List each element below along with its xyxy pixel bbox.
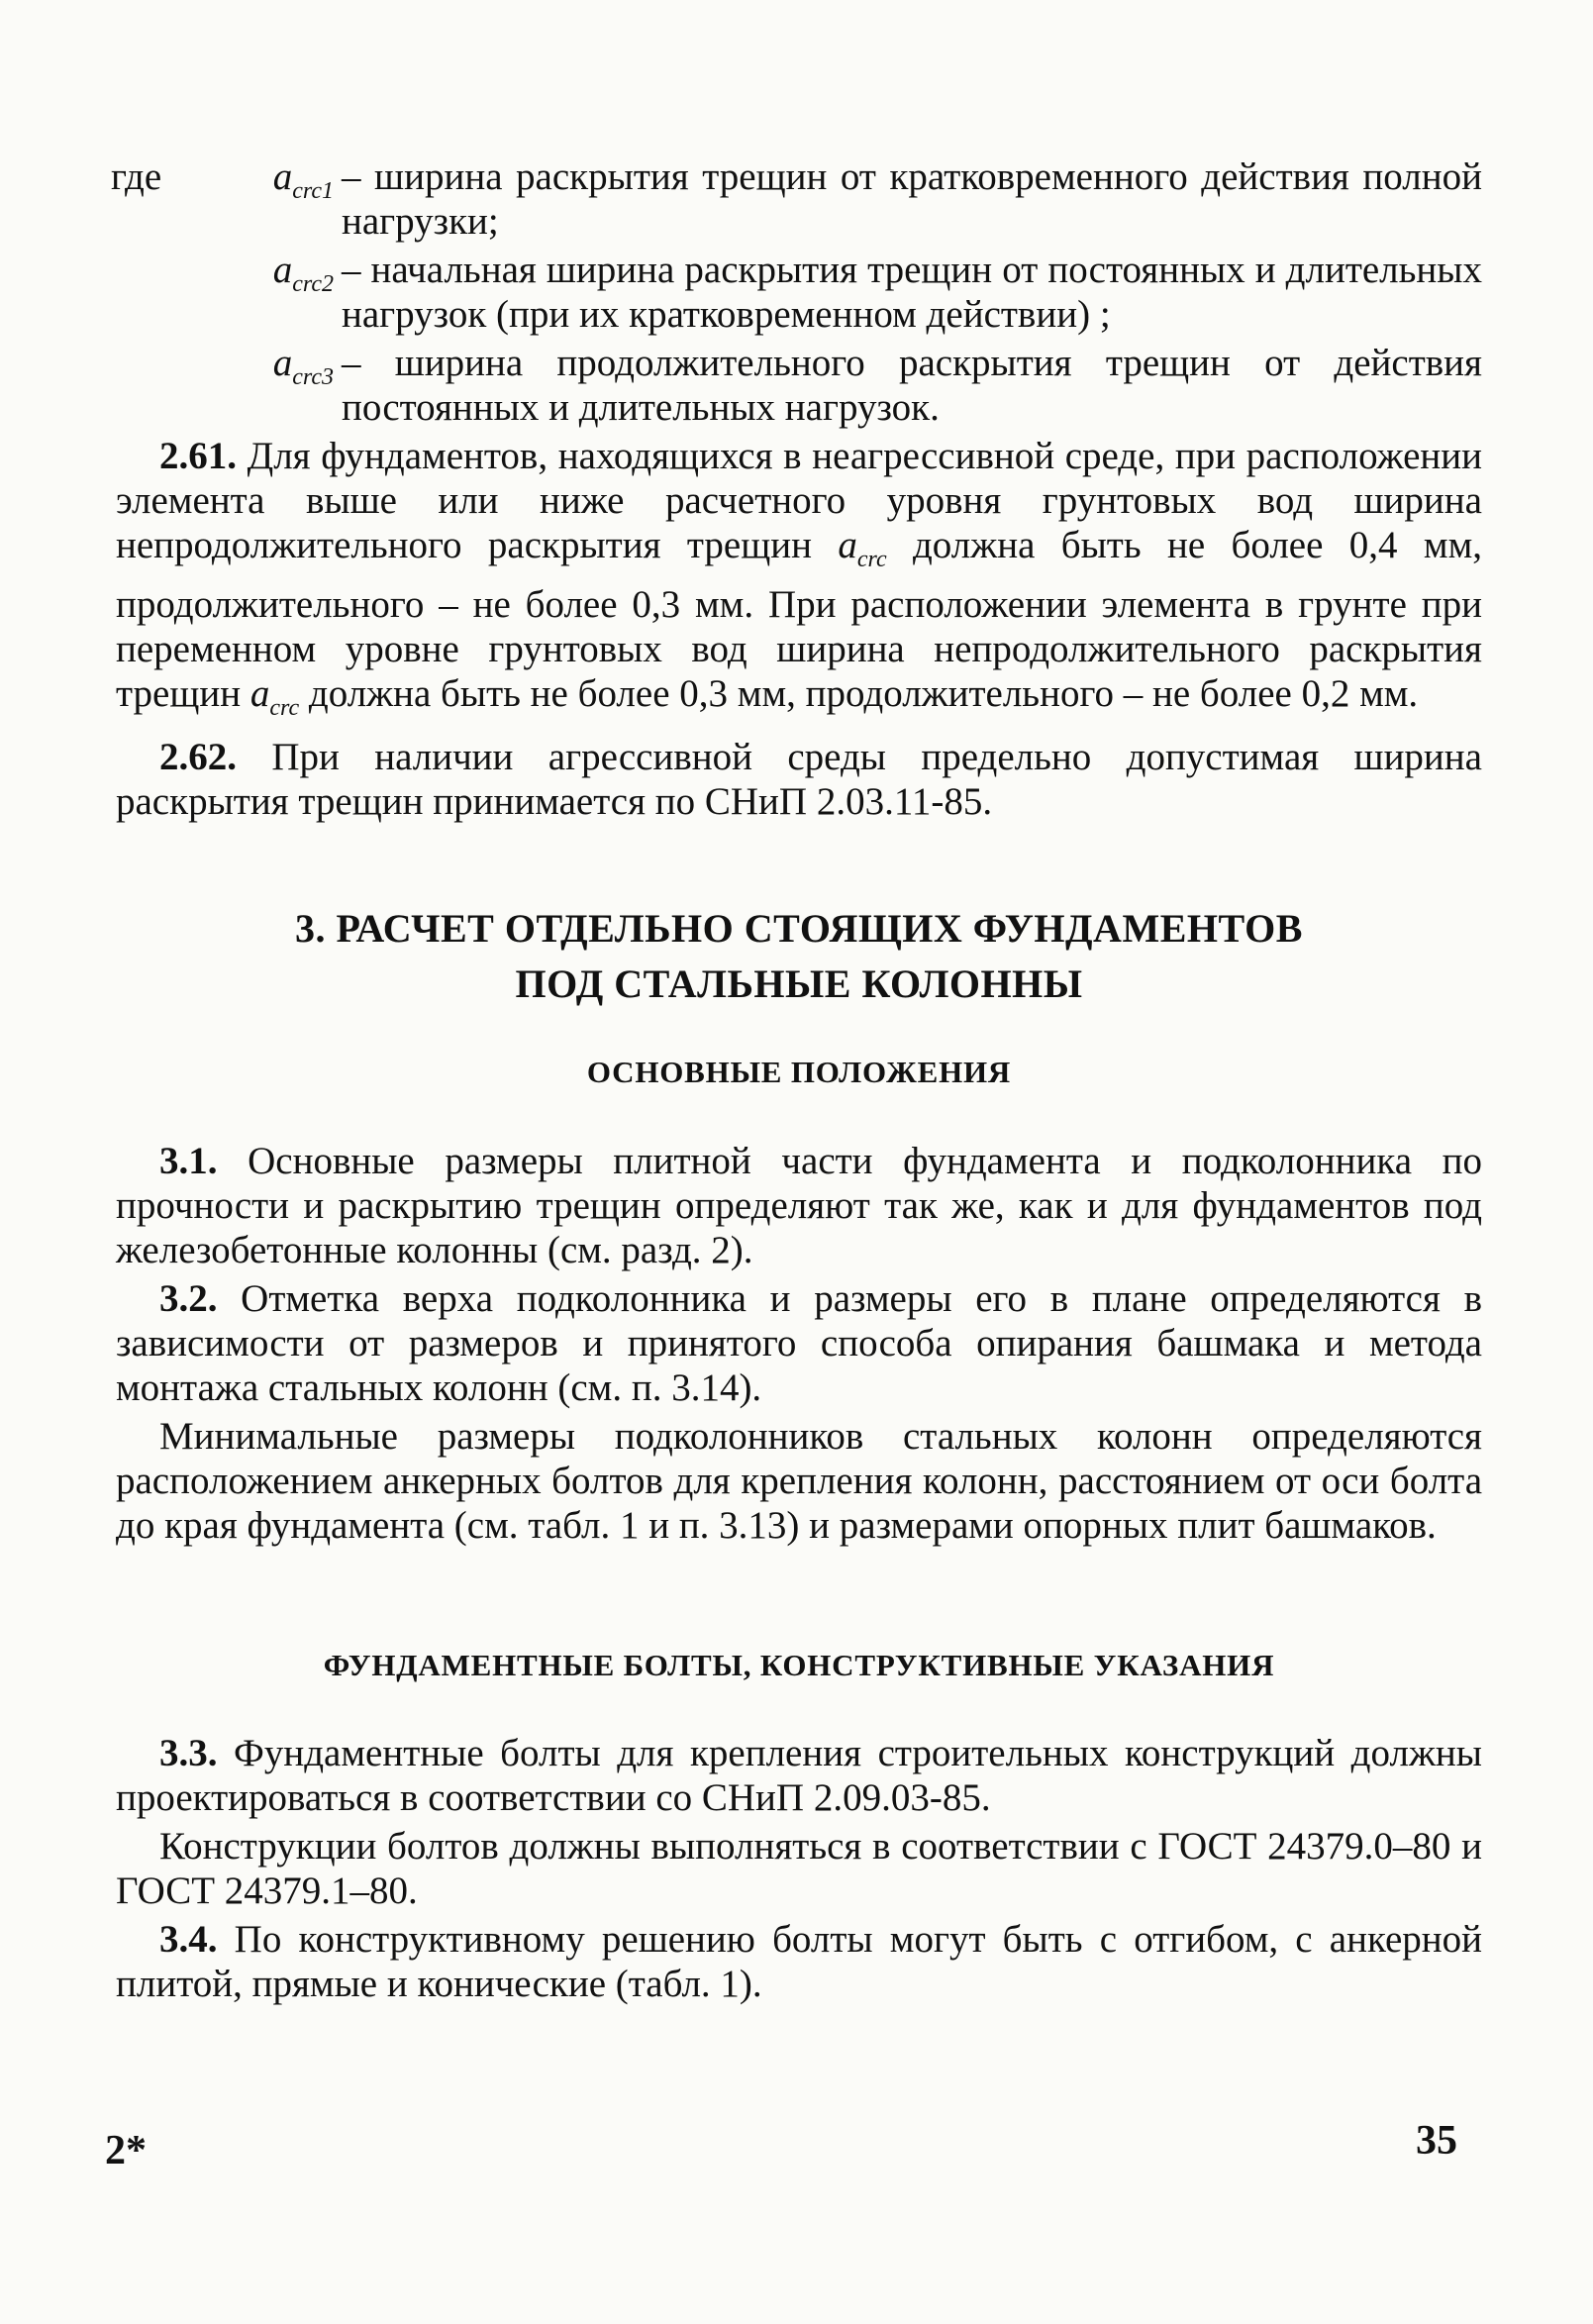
section-3-title [116, 901, 1482, 1012]
section-title-line-2: ПОД СТАЛЬНЫЕ КОЛОННЫ [515, 961, 1083, 1006]
page-number: 35 [1416, 2118, 1457, 2164]
subsection-heading [116, 1646, 1482, 1685]
paragraph-2-61: 2.61. Для фундаментов, находящихся в неагрессивной среде, при расположении элемента выше или ниже расчетного уровня грунтовых вод ширина непродолжительного раскрытия трещин $a_{crc}$ должна быть не более 0,4 мм, продолжительного – не более 0,3 мм. При расположении элемента в грунте при переменном уровне грунтовых вод ширина непродолжительного раскрытия трещин $a_{crc}$ должна быть не более 0,3 мм, продолжительного – не более 0,2 мм. [116, 435, 1482, 721]
paragraph-3-2-continued: Минимальные размеры подколонников стальных колонн определяются расположением анкерных болтов для крепления колонн, расстоянием от оси болта до края фундамента (см. табл. 1 и п. 3.13) и размерами опорных плит башмаков. [116, 1415, 1482, 1547]
subsection-heading-bolts: ФУНДАМЕНТНЫЕ БОЛТЫ, КОНСТРУКТИВНЫЕ УКАЗАНИЯ [323, 1648, 1275, 1682]
definition-row [111, 341, 1482, 430]
definition-row [111, 248, 1482, 337]
definition-text: – начальная ширина раскрытия трещин от постоянных и длительных нагрузок (при их кратковременном действии) ; [342, 249, 1482, 336]
subsection-heading-basics: ОСНОВНЫЕ ПОЛОЖЕНИЯ [586, 1055, 1012, 1089]
paragraph-3-3: 3.3. Фундаментные болты для крепления строительных конструкций должны проектироваться в соответствии со СНиП 2.09.03-85. [116, 1732, 1482, 1819]
paragraph-3-1: 3.1. Основные размеры плитной части фундамента и подколонника по прочности и раскрытию трещин определяют так же, как и для фундаментов под железобетонные колонны (см. разд. 2). [116, 1140, 1482, 1271]
definition-symbol: $a_{crc1}$ [272, 155, 334, 204]
definition-symbol: $a_{crc3}$ [272, 342, 334, 390]
paragraphs-3-3-3-4 [116, 1731, 1482, 2006]
definition-text: – ширина продолжительного раскрытия трещин от действия постоянных и длительных нагрузок. [342, 342, 1482, 429]
paragraph-3-4: 3.4. По конструктивному решению болты могут быть с отгибом, с анкерной плитой, прямые и конические (табл. 1). [116, 1918, 1482, 2005]
subsection-heading [116, 1053, 1482, 1092]
paragraph-3-3-continued: Конструкции болтов должны выполняться в соответствии с ГОСТ 24379.0–80 и ГОСТ 24379.1–80. [116, 1825, 1482, 1912]
symbol-definitions [111, 154, 1482, 434]
paragraph-3-2: 3.2. Отметка верха подколонника и размеры его в плане определяются в зависимости от размеров и принятого способа опирания башмака и метода монтажа стальных колонн (см. п. 3.14). [116, 1277, 1482, 1409]
paragraphs-2-6x [116, 434, 1482, 824]
signature-mark: 2* [105, 2128, 147, 2173]
paragraphs-3-1-3-2 [116, 1139, 1482, 1548]
section-title-line-1: 3. РАСЧЕТ ОТДЕЛЬНО СТОЯЩИХ ФУНДАМЕНТОВ [295, 906, 1303, 951]
definition-row [111, 154, 1482, 244]
definition-symbol: $a_{crc2}$ [272, 249, 334, 297]
paragraph-2-62: 2.62. При наличии агрессивной среды предельно допустимая ширина раскрытия трещин принимается по СНиП 2.03.11-85. [116, 735, 1482, 823]
definition-text: – ширина раскрытия трещин от кратковременного действия полной нагрузки; [342, 155, 1482, 243]
definitions-lead: где [111, 155, 162, 198]
